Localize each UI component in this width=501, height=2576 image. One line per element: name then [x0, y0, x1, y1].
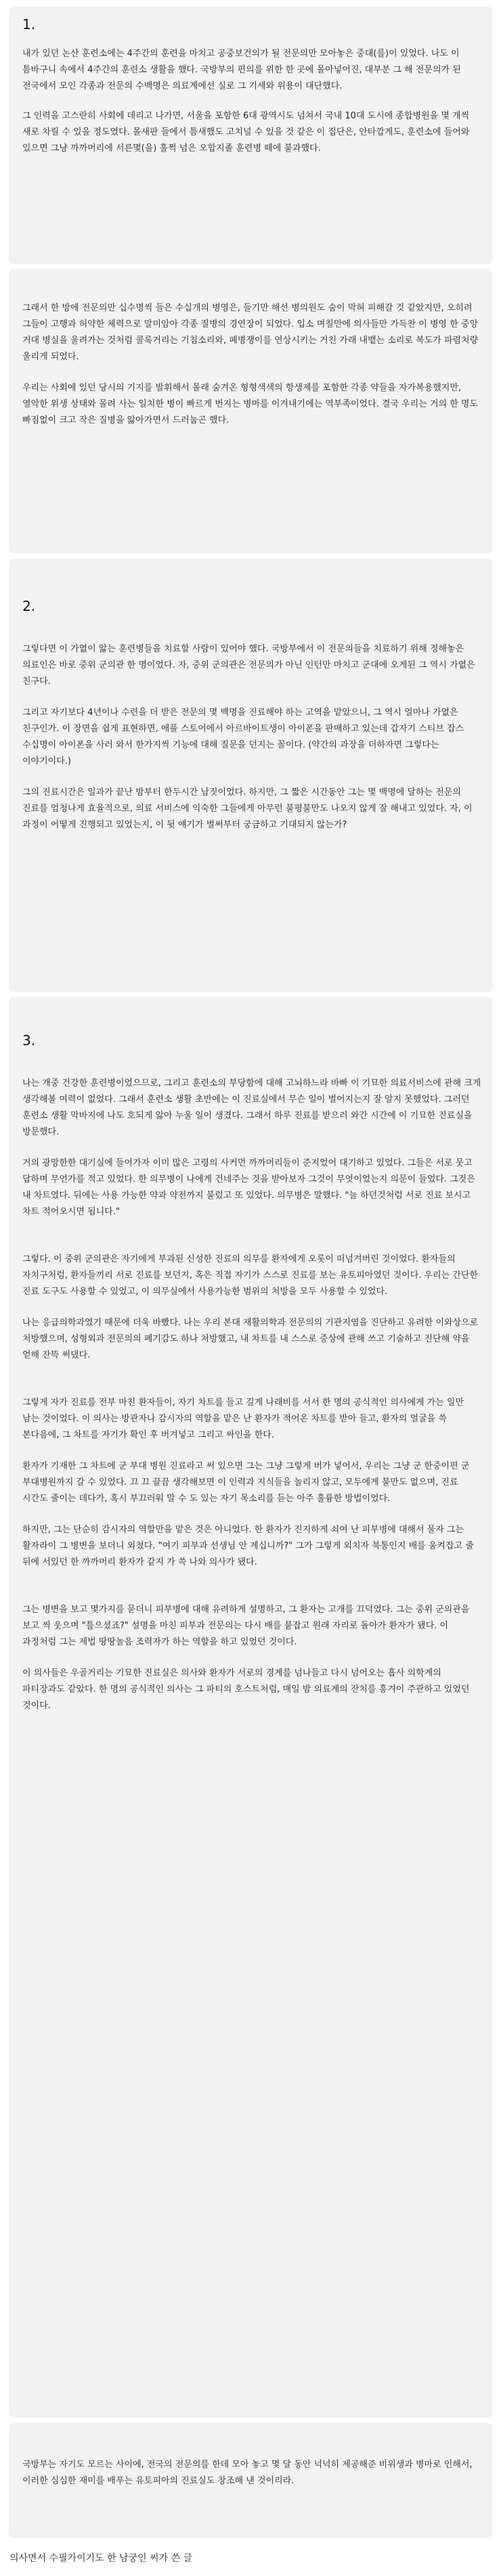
section-number: 3.	[22, 1032, 36, 1049]
paragraph: 그렇다. 이 중위 군의관은 자기에게 부과된 신성한 진료의 의무를 환자에게 오롯이 떠넘겨버린 것이었다. 환자들의 자치구처럼, 환자들끼리 서로 진료를 보던지, 혹은 직접 자기가 스스로 진료를 보는 유토피아였던 것이다. 우리는 간단한 진료 도구도 사용할 수 있었고, 이 의무실에서 사용가능한 범위의 처방을 모두 사용할 수 있었다.	[22, 1254, 479, 1297]
paragraph: 그는 병변을 보고 몇가지를 묻더니 피부병에 대해 유려하게 설명하고, 그 환자는 고개를 끄덕였다. 그는 중위 군의관을 보고 씩 웃으며 "틀으셨죠?" 설명을 마친 피부과 전문의는 다시 배를 붙잡고 원래 자리로 돌아가 환자가 됐다. 이 과정처럼 그는 제법 땅땅놀음 조력자가 하는 역할을 하고 있었던 것이다.	[22, 1605, 470, 1647]
post-caption: 의사면서 수필가이기도 한 남궁인 씨가 쓴 글	[9, 2553, 193, 2564]
paragraph: 그래서 한 방에 전문의만 십수명씩 들은 수십개의 병영은, 들기만 해선 병의원도 숨이 막혀 피해갈 것 같았지만, 오히려 그들이 고행과 허약한 체력으로 말미암아 각종 질병의 경연장이 되었다. 입소 며칠만에 의사들만 가득찬 이 병영 한 중앙 거대 병실을 울려가는 것처럼 콜록거리는 기침소리와, 폐병쟁이를 연상시키는 거친 가래 내뱉는 소리로 복도가 파렴치량 울리게 되었다.	[22, 303, 479, 362]
paragraph: 이 의사들은 우골거리는 기묘한 진료실은 의사와 환자가 서로의 경계를 넘나들고 다시 넘어오는 흡사 의학계의 파티장과도 같았다. 한 명의 공식적인 의사는 그 파티의 호스트처럼, 매일 밤 의료계의 잔치를 흥겨이 주관하고 있었던 것이다.	[22, 1668, 470, 1711]
paragraph: 나는 개중 건강한 훈련병이었으므로, 그리고 훈련소의 부당함에 대해 고뇌하느라 바빠 이 기묘한 의료서비스에 관해 크게 생각해볼 여력이 없었다. 그래서 훈련소 생활 초반에는 이 진료실에서 무슨 일이 벌어지는지 잘 알지 못했었다. 그러던 훈련소 생활 막바지에 나도 호되게 앓아 누울 일이 생겼다. 그래서 하루 진료를 받으러 와간 시간에 이 기묘한 진료실을 방문했다.	[22, 1078, 481, 1137]
paragraph: 하지만, 그는 단순히 감시자의 역할만을 맡은 것은 아니었다. 한 환자가 진지하게 쇠여 난 피부병에 대해서 물자 그는 활자라이 그 병변을 보더니 외쳤다. "여기 피부과 선생님 안 계십니까?" 그가 그렇게 외치자 북통인지 배를 움켜잡고 줄 뒤에 서있던 한 까까머리 환자가 같지 가 쓱 나와 의사가 됐다.	[22, 1525, 474, 1567]
section-card-1b	[9, 269, 492, 553]
paragraph: 그렇다면 이 가엾이 앓는 훈련병들을 치료할 사람이 있어야 했다. 국방부에서 이 전문의들을 치료하기 위해 정해놓은 의료인은 바로 중위 군의관 한 명이었다. 자, 중위 군의관은 전문의가 아닌 인턴만 마치고 군대에 오게된 그 역시 가엾은 친구다.	[22, 644, 475, 687]
section-card-1	[9, 7, 492, 264]
paragraph: 우리는 사회에 있던 당시의 기지를 발휘해서 몰래 숨겨온 형형색색의 항생제를 포함한 각종 약들을 자가복용했지만, 열악한 위생 상태와 몰려 사는 일치한 병이 빠르게 번지는 병마를 이겨내기에는 역부족이었다. 결국 우리는 거의 한 명도 빠짐없이 크고 작은 질병을 앓아가면서 드러눕곤 했다.	[22, 383, 479, 426]
section-card-closing	[9, 2423, 492, 2538]
paragraph: 내가 있던 논산 훈련소에는 4주간의 훈련을 마치고 공중보건의가 될 전문의만 모아놓은 중대(를)이 있었다. 나도 이 틈바구니 속에서 4주간의 훈련소 생활을 했다. 국방부의 편의를 위한 한 곳에 몰아넣어진, 대부분 그 해 전문의가 된 전국에서 모인 각종과 전문의 수백명은 의료계에선 실로 그 기세와 위용이 대단했다.	[22, 49, 461, 91]
paragraph: 국방부는 자기도 모르는 사이에, 전국의 전문의를 한데 모아 놓고 몇 달 동안 넉넉히 제공해준 비위생과 병마로 인해서, 이러한 심심한 재미를 배푸는 유토피아의 진료실도 창조해 낸 것이리라.	[22, 2460, 473, 2486]
section-number: 2.	[22, 598, 36, 614]
paragraph: 그리고 자기보다 4년이나 수련을 더 받은 전문의 몇 백명을 진료해야 하는 고역을 맡았으니, 그 역시 얼마나 가엾은 친구인가. 이 장면을 쉽게 표현하면, 애플 스토어에서 아르바이트생이 아이폰을 판매하고 있는데 갑자기 스티브 잡스 수십명이 아이폰을 사러 와서 한가지씩 기능에 대해 질문을 던지는 꼴이다. (약간의 과장을 더하자면 그렇다는 이야기이다.)	[22, 708, 464, 766]
paragraph: 나는 응급의학과였기 때문에 더욱 바빴다. 나는 우리 본대 재활의학과 전문의의 기관지염을 진단하고 유려한 이와상으로 처방했으며, 성형외과 전문의의 폐기감도 하나 처방했고, 내 차트를 내 스스로 증상에 관해 쓰고 기술하고 진단해 약을 얻해 잔뜩 써댔다.	[22, 1318, 479, 1360]
paragraph: 환자가 기재한 그 차트에 군 부대 병원 진료라고 써 있으면 그는 그냥 그렇게 버가 넣어서, 우리는 그냥 군 한중이편 군 부대병원까지 갈 수 있었다. 끄 끄 끌끔 생각해보면 이 인력과 지식들을 놀리지 않고, 모두에게 불만도 없으며, 진료 시간도 줄이는 데다가, 혹시 부끄러워 말 수 도 있는 자기 목소리를 듣는 아주 훌륭한 방법이었다.	[22, 1461, 470, 1504]
paragraph: 그의 진료시간은 일과가 끝난 밤부터 한두시간 남짓이었다. 하지만, 그 짧은 시간동안 그는 몇 백명에 달하는 전문의 진료를 엄청나게 효율적으로, 의료 서비스에 익숙한 그들에게 아무런 불평불만도 나오지 않게 잘 해내고 있었다. 자, 이 과정이 어떻게 진행되고 있었는지, 이 뒷 얘기가 벌써부터 궁금하고 기대되지 않는가?	[22, 787, 473, 830]
section-card-2	[9, 559, 492, 992]
section-card-3	[9, 997, 492, 2418]
paragraph: 거의 광망한한 대기실에 들어가자 이미 많은 고령의 사커먼 까까머리들이 준지었어 대기하고 있었다. 그들은 서로 뭇고 답하며 무언가를 적고 있었다. 한 의무병이 나에게 건네주는 것을 받아보자 그것이 무엇이었는지 의문이 들었다. 그것은 내 차트였다. 뒤에는 사용 가능한 약과 약전까지 불렀고 또 있었다. 의무병은 말했다. "늘 하던것처럼 서로 진료 보시고 차트 적어오시면 됩니다."	[22, 1158, 475, 1217]
paragraph: 그 인력을 고스란히 사회에 데리고 나가면, 서울을 포함한 6대 광역시도 넘쳐서 국내 10대 도시에 종합병원을 몇 개씩 새로 차릴 수 있을 정도였다. 몰새판 들에서 틈새했도 고치널 수 있을 것 같은 이 집단은, 안타깝게도, 훈련소에 들어와 있으면 그냥 까까머리에 서른몇(을) 훌쩍 넘은 오합지졸 훈련병 떼에 불과했다.	[22, 111, 470, 154]
section-number: 1.	[22, 16, 36, 32]
paragraph: 그렇게 자가 진료를 전부 마친 환자들이, 자기 차트를 들고 길게 나래비를 서서 한 명의 공식적인 의사에게 가는 일만 남는 것이었다. 이 의사는 방관자나 감시자의 역할을 맡은 난 환자가 적어온 차트를 받아 들고, 환자의 얼굴을 쓱 본다음에, 그 차트를 자기가 확인 후 버겨넣고 그리고 싸인을 한다.	[22, 1398, 464, 1440]
